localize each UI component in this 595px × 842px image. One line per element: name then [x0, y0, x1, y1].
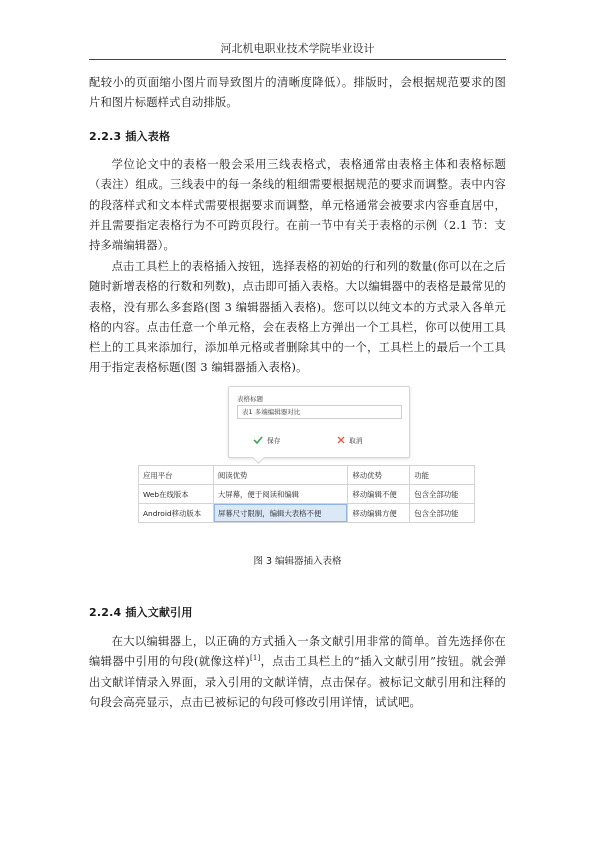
section-heading-insert-table: 2.2.3 插入表格: [89, 130, 171, 143]
table-header-cell[interactable]: 阅读优势: [213, 466, 348, 485]
page-header-title: 河北机电职业技术学院毕业设计: [220, 42, 375, 55]
citation-paragraph: [89, 632, 506, 713]
figure-editor-insert-table: [138, 386, 475, 526]
table-cell[interactable]: 移动编辑方便: [348, 504, 410, 523]
intro-paragraph: 配较小的页面缩小图片而导致图片的清晰度降低）。排版时，会根据规范要求的图片和图片标题样式自动排版。: [89, 76, 506, 110]
table-cell[interactable]: Web在线版本: [139, 485, 214, 504]
table-row: [139, 504, 475, 523]
comparison-table: [138, 465, 475, 523]
check-icon: [253, 436, 263, 444]
table-cell[interactable]: Android移动版本: [139, 504, 214, 523]
section-heading-table-wrap: [89, 128, 506, 144]
save-button[interactable]: [253, 433, 281, 447]
table-header-cell[interactable]: 应用平台: [139, 466, 214, 485]
popup-label: 表格标题: [237, 395, 263, 403]
table-cell[interactable]: 包含全部功能: [410, 504, 475, 523]
table-header-cell[interactable]: 功能: [410, 466, 475, 485]
intro-paragraph-block: [89, 73, 506, 114]
figure-caption: 图 3 编辑器插入表格: [253, 556, 342, 567]
table-title-input[interactable]: 表1 多端编辑器对比: [237, 405, 402, 419]
section-heading-citation-wrap: [89, 604, 506, 620]
table-section-para1-block: [89, 155, 506, 256]
close-icon: [337, 436, 345, 444]
citation-text-before: 在大以编辑器上，以正确的方式插入一条文献引用非常的简单。首先选择你在编辑器中引用的句段(就像这样): [89, 635, 506, 669]
table-header-cell[interactable]: 移动优势: [348, 466, 410, 485]
table-cell[interactable]: 移动编辑不便: [348, 485, 410, 504]
citation-text-after: ，点击工具栏上的“插入文献引用”按钮。就会弹出文献详情录入界面，录入引用的文献详情，点击保存。被标记文献引用和注释的句段会高亮显示，点击已被标记的句段可修改引用详情，试试吧。: [89, 655, 506, 709]
header-rule: [89, 59, 506, 60]
table-title-popup: [228, 386, 410, 458]
table-cell-selected[interactable]: 屏幕尺寸限制，编辑大表格不便: [213, 504, 348, 523]
table-header-row: [139, 466, 475, 485]
table-row: [139, 485, 475, 504]
table-cell[interactable]: 大屏幕，便于阅读和编辑: [213, 485, 348, 504]
citation-marker[interactable]: [1]: [250, 654, 261, 663]
citation-paragraph-block: [89, 632, 506, 713]
cancel-button-label: 取消: [349, 437, 363, 445]
table-section-para2-block: [89, 257, 506, 379]
table-cell[interactable]: 包含全部功能: [410, 485, 475, 504]
cancel-button[interactable]: [337, 433, 363, 447]
table-section-paragraph-1: 学位论文中的表格一般会采用三线表格式，表格通常由表格主体和表格标题（表注）组成。三线表中的每一条线的粗细需要根据规范的要求而调整。表中内容的段落样式和文本样式需要根据要求而调整，单元格通常会被要求内容垂直居中，并且需要指定表格行为不可跨页段行。在前一节中有关于表格的示例（2.1 节：支持多端编辑器）。: [89, 158, 506, 253]
table-section-paragraph-2: 点击工具栏上的表格插入按钮，选择表格的初始的行和列的数量(你可以在之后随时新增表格的行数和列数)，点击即可插入表格。大以编辑器中的表格是最常见的表格，没有那么多套路(图 3 编辑器插入表格)。您可以以纯文本的方式录入各单元格的内容。点击任意一个单元格，会在表格上方弹出一个工具栏，你可以使用工具栏上的工具来添加行，添加单元格或者删除其中的一个，工具栏上的最后一个工具用于指定表格标题(图 3 编辑器插入表格)。: [89, 260, 506, 375]
save-button-label: 保存: [267, 437, 281, 445]
section-heading-insert-citation: 2.2.4 插入文献引用: [89, 606, 193, 619]
